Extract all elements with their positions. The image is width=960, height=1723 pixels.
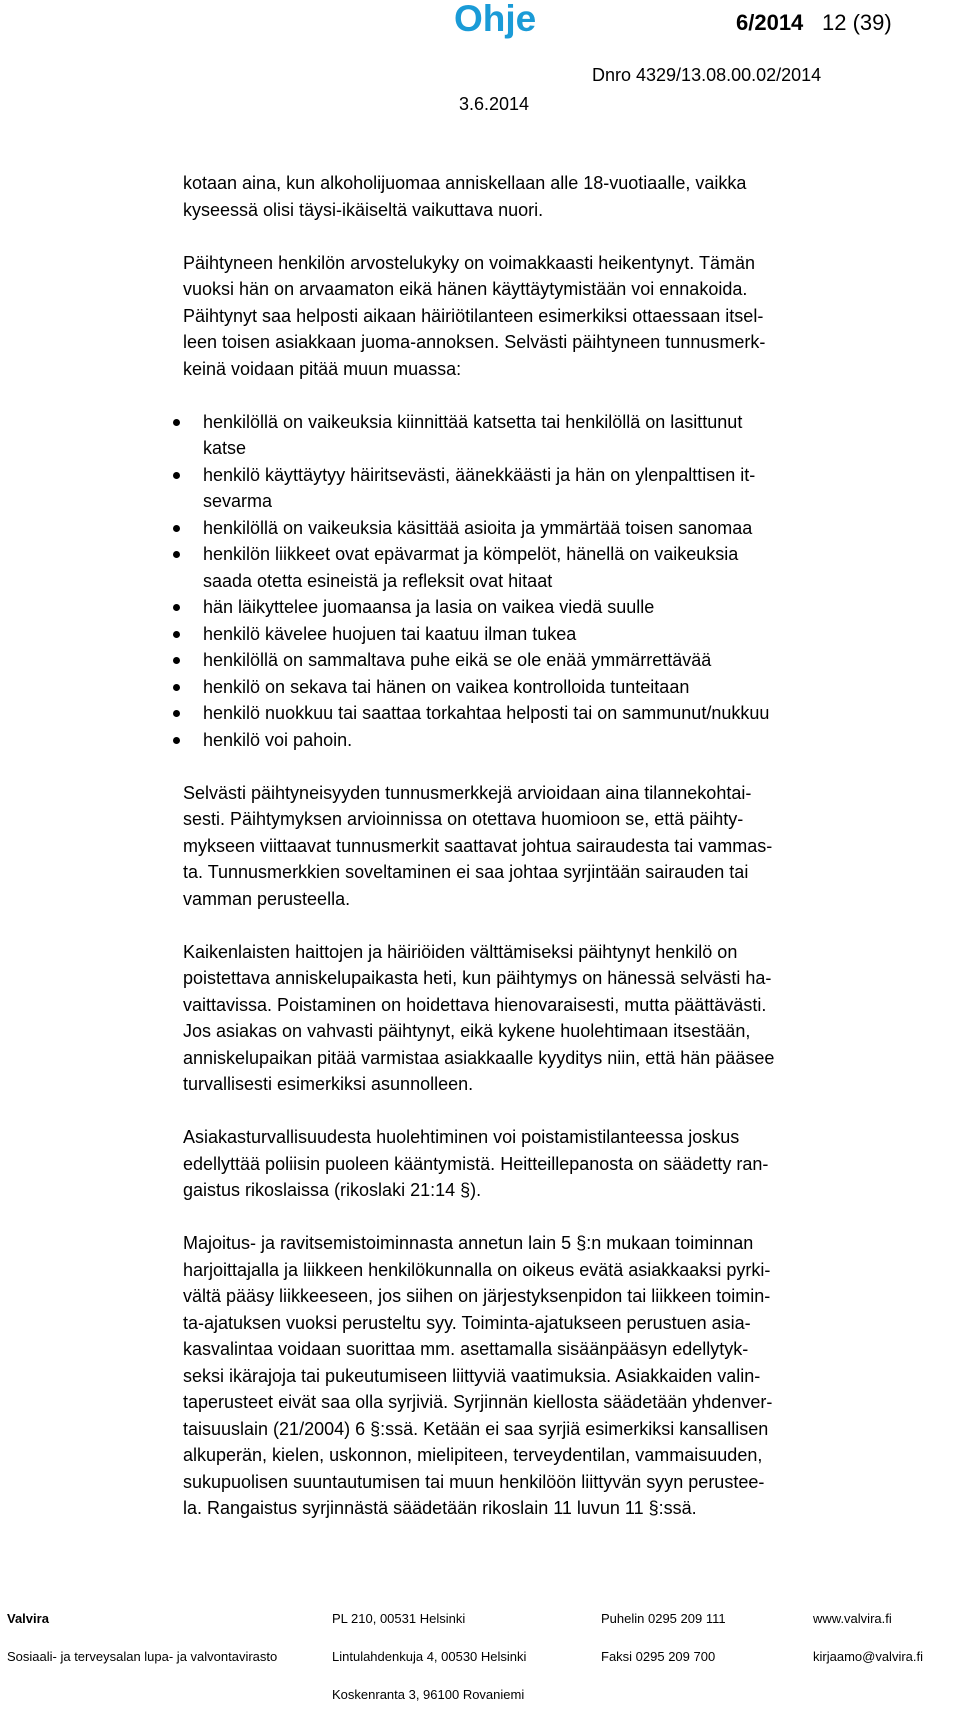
list-item: henkilö käyttäytyy häiritsevästi, äänekkäästi ja hän on ylenpalttisen it- sevarma xyxy=(173,462,933,515)
street-address: Lintulahdenkuja 4, 00530 Helsinki xyxy=(332,1649,527,1664)
document-type-title: Ohje xyxy=(454,0,537,39)
list-item: henkilöllä on vaikeuksia kiinnittää katsetta tai henkilöllä on lasittunut katse xyxy=(173,409,933,462)
list-item: henkilö nuokkuu tai saattaa torkahtaa helposti tai on sammunut/nukkuu xyxy=(173,700,933,727)
fax-number: Faksi 0295 209 700 xyxy=(601,1649,716,1664)
list-item: henkilö on sekava tai hänen on vaikea kontrolloida tunteitaan xyxy=(173,674,933,701)
document-date: 3.6.2014 xyxy=(459,94,530,114)
list-item: henkilön liikkeet ovat epävarmat ja kömpelöt, hänellä on vaikeuksia saada otetta esineistä ja refleksit ovat hitaat xyxy=(173,541,933,594)
list-item: henkilö voi pahoin. xyxy=(173,727,933,754)
organization-name: Valvira xyxy=(7,1611,49,1626)
website-link[interactable]: www.valvira.fi xyxy=(813,1611,892,1626)
postal-address: PL 210, 00531 Helsinki xyxy=(332,1611,466,1626)
footer-contact xyxy=(601,1590,726,1685)
organization-description: Sosiaali- ja terveysalan lupa- ja valvontavirasto xyxy=(7,1649,278,1664)
page-number: 12 (39) xyxy=(822,10,892,35)
paragraph-3: Selvästi päihtyneisyyden tunnusmerkkejä arvioidaan aina tilannekohtai- sesti. Päihtymyksen arvioinnissa on otettava huomioon se, että päihty- mykseen viittaavat tunnusmerkit saattavat johtua sairaudesta tai vammas- ta. Tunnusmerkkien soveltaminen ei saa johtaa syrjintään sairauden tai vamman perusteella. xyxy=(183,782,773,909)
list-item: henkilöllä on sammaltava puhe eikä se ole enää ymmärrettävää xyxy=(173,647,933,674)
intoxication-signs-list xyxy=(183,409,933,754)
footer-addresses xyxy=(332,1590,526,1723)
phone-number: Puhelin 0295 209 111 xyxy=(601,1611,726,1626)
paragraph-6: Majoitus- ja ravitsemistoiminnasta annetun lain 5 §:n mukaan toiminnan harjoittajalla ja liikkeen henkilökunnalla on oikeus evätä asiakkaaksi pyrki- vältä pääsy liikkeeseen, jos siihen on järjestyksenpidon tai liikkeen toimin- ta-ajatuksen vuoksi perusteltu syy. Toiminta-ajatukseen perustuen asia- kasvalintaa voidaan suorittaa mm. asettamalla sisäänpääsyn edellytyk- seksi ikärajoja tai pukeutumiseen liittyviä vaatimuksia. Asiakkaiden valin- taperusteet eivät saa olla syrjiviä. Syrjinnän kiellosta säädetään yhdenver- taisuuslain (21/2004) 6 §:ssä. Ketään ei saa syrjiä esimerkiksi kansallisen alkuperän, kielen, uskonnon, mielipiteen, terveydentilan, vammaisuuden, sukupuolisen suuntautumisen tai muun henkilöön liittyvän syyn perustee- la. Rangaistus syrjinnästä säädetään rikoslain 11 luvun 11 §:ssä. xyxy=(183,1233,773,1518)
paragraph-5: Asiakasturvallisuudesta huolehtiminen voi poistamistilanteessa joskus edellyttää poliisin puoleen kääntymistä. Heitteillepanosta on säädetty ran- gaistus rikoslaissa (rikoslaki 21:14 §). xyxy=(183,1127,769,1200)
paragraph-1: kotaan aina, kun alkoholijuomaa anniskellaan alle 18-vuotiaalle, vaikka kyseessä olisi täysi-ikäiseltä vaikuttava nuori. xyxy=(183,173,747,220)
paragraph-4: Kaikenlaisten haittojen ja häiriöiden välttämiseksi päihtynyt henkilö on poistettava anniskelupaikasta heti, kun päihtymys on hänessä selvästi ha- vaittavissa. Poistaminen on hoidettava hienovaraisesti, mutta päättävästi. Jos asiakas on vahvasti päihtynyt, eikä kykene huolehtimaan itsestään, anniskelupaikan pitää varmistaa asiakkaalle kyyditys niin, että hän pääsee turvallisesti esimerkiksi asunnolleen. xyxy=(183,941,775,1094)
document-body xyxy=(183,170,933,1522)
email-link[interactable]: kirjaamo@valvira.fi xyxy=(813,1649,923,1664)
document-number: 6/2014 xyxy=(736,10,804,35)
footer-web xyxy=(813,1590,923,1685)
footer-organization xyxy=(7,1590,277,1685)
list-item: henkilö kävelee huojuen tai kaatuu ilman tukea xyxy=(173,621,933,648)
paragraph-2: Päihtyneen henkilön arvostelukyky on voimakkaasti heikentynyt. Tämän vuoksi hän on arvaamaton eikä hänen käyttäytymistään voi ennakoida. Päihtynyt saa helposti aikaan häiriötilanteen esimerkiksi ottaessaan itsel- leen toisen asiakkaan juoma-annoksen. Selvästi päihtyneen tunnusmerk- keinä voidaan pitää muun muassa: xyxy=(183,252,766,379)
list-item: henkilöllä on vaikeuksia käsittää asioita ja ymmärtää toisen sanomaa xyxy=(173,515,933,542)
rovaniemi-address: Koskenranta 3, 96100 Rovaniemi xyxy=(332,1687,525,1702)
registry-number: Dnro 4329/13.08.00.02/2014 xyxy=(592,65,822,85)
list-item: hän läikyttelee juomaansa ja lasia on vaikea viedä suulle xyxy=(173,594,933,621)
